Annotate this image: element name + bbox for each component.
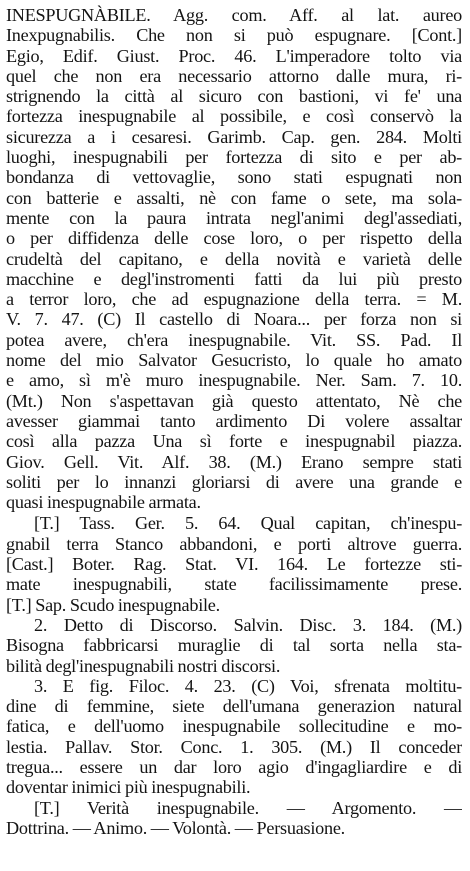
text-line: [Cast.] Boter. Rag. Stat. VI. 164. Le fortezze sti- [6, 554, 462, 575]
text-line: soliti per lo innanzi gloriarsi di avere una grande e [6, 471, 462, 492]
text-line: mente con la paura intrata negl'animi degl'assediati, [6, 207, 462, 228]
text-line: INESPUGNÀBILE. Agg. com. Aff. al lat. aureo [6, 5, 462, 25]
text-line: luoghi, inespugnabili per fortezza di sito e per ab- [6, 147, 462, 168]
text-line: [T.] Sap. Scudo inespugnabile. [6, 594, 220, 615]
text-line: [T.] Verità inespugnabile. — Argomento. — [34, 797, 462, 818]
text-line: quasi inespugnabile armata. [6, 492, 201, 513]
text-line: (Mt.) Non s'aspettavan già questo attentato, Nè che [6, 390, 462, 411]
text-line: strignendo la città al sicuro con bastioni, vi fe' una [6, 86, 462, 107]
text-line: e amo, sì m'è muro inespugnabile. Ner. Sam. 7. 10. [6, 370, 462, 391]
text-line: 2. Detto di Discorso. Salvin. Disc. 3. 184. (M.) [34, 614, 462, 635]
text-line: nome del mio Salvator Gesucristo, lo quale ho amato [6, 350, 462, 371]
text-line: Dottrina. — Animo. — Volontà. — Persuasione. [6, 817, 345, 838]
text-line: quel che non era necessario attorno dalle mura, ri- [6, 65, 462, 86]
text-line: fortezza inespugnabile al possibile, e così conservò la [6, 106, 462, 127]
text-line: crudeltà del capitano, e della novità e varietà delle [6, 248, 462, 269]
text-line: o per diffidenza delle cose loro, o per rispetto della [6, 228, 462, 249]
text-line: 3. E fig. Filoc. 4. 23. (C) Voi, sfrenata moltitu- [34, 675, 462, 696]
text-line: tregua... essere un dar loro agio d'ingagliardire e di [6, 756, 462, 777]
text-line: sicurezza a i cesaresi. Garimb. Cap. gen. 284. Molti [6, 126, 462, 147]
text-line: avesser giammai tanto ardimento Di volere assaltar [6, 410, 462, 431]
text-line: [T.] Tass. Ger. 5. 64. Qual capitan, ch'inespu- [34, 513, 462, 534]
text-line: bondanza di vettovaglie, sono stati espugnati non [6, 167, 462, 188]
text-line: Inexpugnabilis. Che non si può espugnare. [Cont.] [6, 25, 462, 46]
text-line: a terror loro, che ad espugnazione della terra. = M. [6, 289, 462, 310]
text-line: lestia. Pallav. Stor. Conc. 1. 305. (M.) Il conceder [6, 736, 462, 757]
text-line: Egio, Edif. Giust. Proc. 46. L'imperadore tolto via [6, 45, 462, 66]
text-line: doventar inimici più inespugnabili. [6, 777, 251, 798]
text-line: Bisogna fabbricarsi muraglie di tal sorta nella sta- [6, 635, 462, 656]
text-line: con batterie e assalti, nè con fame o sete, ma sola- [6, 187, 462, 208]
text-line: così alla pazza Una sì forte e inespugnabil piazza. [6, 431, 462, 452]
text-line: mate inespugnabili, state facilissimamente prese. [6, 574, 462, 595]
text-line: Giov. Gell. Vit. Alf. 38. (M.) Erano sempre stati [6, 451, 462, 472]
text-line: potea avere, ch'era inespugnabile. Vit. SS. Pad. Il [6, 329, 462, 350]
text-line: dine di femmine, siete dell'umana generazion natural [6, 696, 462, 717]
text-line: fatica, e dell'uomo inespugnabile sollecitudine e mo- [6, 716, 462, 737]
text-line: gnabil terra Stanco abbandoni, e porti altrove guerra. [6, 533, 462, 554]
text-line: bilità degl'inespugnabili nostri discorsi. [6, 655, 281, 676]
text-line: macchine e degl'instromenti fatti da lui più presto [6, 268, 462, 289]
text-line: V. 7. 47. (C) Il castello di Noara... per forza non si [6, 309, 462, 330]
